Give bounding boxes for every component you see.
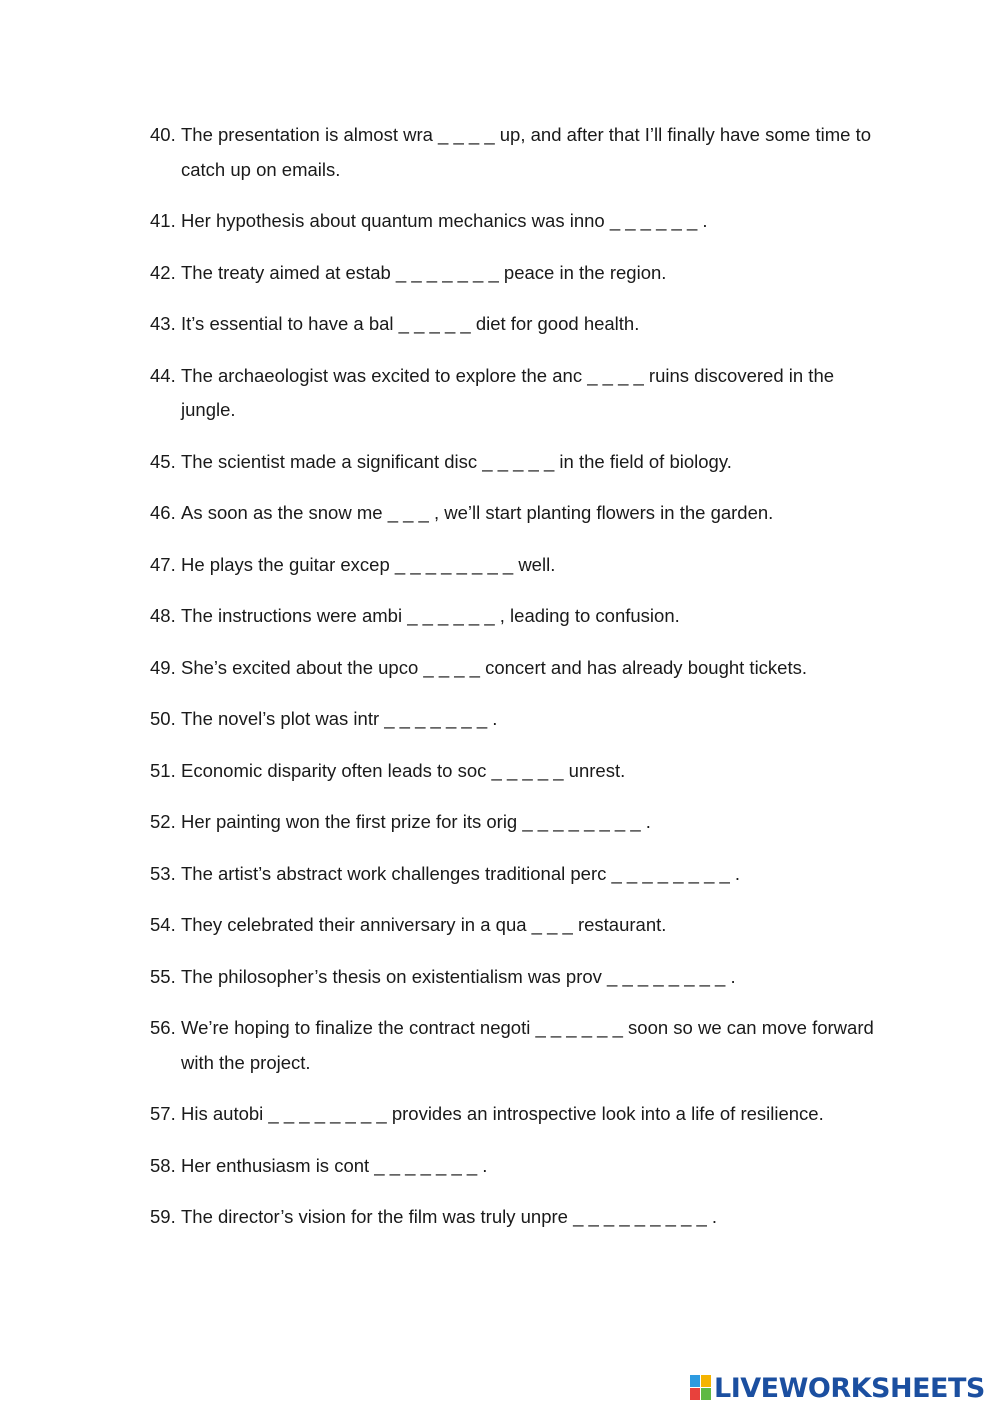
liveworksheets-logo-text: LIVEWORKSHEETS	[714, 1372, 985, 1404]
question-item	[150, 599, 890, 634]
question-text: The treaty aimed at estab _ _ _ _ _ _ _ peace in the region.	[181, 261, 667, 283]
question-text: The artist’s abstract work challenges traditional perc _ _ _ _ _ _ _ _ .	[181, 862, 741, 884]
question-number: 54.	[150, 914, 176, 935]
question-item	[150, 445, 890, 480]
question-text: The instructions were ambi _ _ _ _ _ _ , leading to confusion.	[181, 605, 680, 626]
question-number: 44.	[150, 364, 176, 386]
question-text: She’s excited about the upco _ _ _ _ concert and has already bought tickets.	[181, 656, 807, 678]
question-item	[150, 307, 890, 342]
question-number: 59.	[150, 1206, 176, 1227]
liveworksheets-logo[interactable]	[690, 1372, 985, 1404]
question-item	[150, 548, 890, 583]
question-text: The philosopher’s thesis on existentialism was prov _ _ _ _ _ _ _ _ .	[181, 965, 736, 987]
question-text: It’s essential to have a bal _ _ _ _ _ diet for good health.	[181, 313, 640, 334]
question-number: 58.	[150, 1154, 176, 1176]
question-item	[150, 857, 890, 892]
logo-square-tr	[701, 1375, 711, 1387]
question-number: 57.	[150, 1103, 176, 1124]
question-number: 41.	[150, 210, 176, 231]
question-number: 48.	[150, 605, 176, 626]
question-item	[150, 1149, 890, 1184]
question-item	[150, 204, 890, 239]
question-text: The director’s vision for the film was truly unpre _ _ _ _ _ _ _ _ _ .	[181, 1206, 718, 1227]
question-number: 52.	[150, 811, 176, 832]
question-item	[150, 496, 890, 531]
question-item	[150, 118, 890, 187]
question-text: He plays the guitar excep _ _ _ _ _ _ _ _ well.	[181, 553, 556, 575]
question-item	[150, 1011, 890, 1080]
question-text: We’re hoping to finalize the contract negoti _ _ _ _ _ _ soon so we can move forward with the project.	[181, 1017, 879, 1073]
question-text: Her enthusiasm is cont _ _ _ _ _ _ _ .	[181, 1154, 488, 1176]
question-item	[150, 754, 890, 789]
question-number: 42.	[150, 261, 176, 283]
question-text: As soon as the snow me _ _ _ , we’ll start planting flowers in the garden.	[181, 502, 774, 523]
question-text: Her painting won the first prize for its orig _ _ _ _ _ _ _ _ .	[181, 811, 651, 832]
question-item	[150, 256, 890, 291]
question-number: 53.	[150, 862, 176, 884]
question-item	[150, 908, 890, 943]
liveworksheets-logo-icon	[690, 1375, 712, 1401]
question-text: The scientist made a significant disc _ _ _ _ _ in the field of biology.	[181, 450, 732, 472]
logo-square-tl	[690, 1375, 700, 1387]
logo-square-bl	[690, 1388, 700, 1400]
question-number: 43.	[150, 313, 176, 334]
question-item	[150, 805, 890, 840]
question-number: 51.	[150, 759, 176, 781]
question-text: The presentation is almost wra _ _ _ _ up, and after that I’ll finally have some time to catch up on emails.	[181, 124, 877, 180]
question-item	[150, 651, 890, 686]
question-item	[150, 359, 890, 428]
question-number: 40.	[150, 124, 176, 145]
question-item	[150, 1097, 890, 1132]
question-text: His autobi _ _ _ _ _ _ _ _ provides an introspective look into a life of resilience.	[181, 1103, 824, 1124]
question-number: 56.	[150, 1017, 176, 1038]
question-text: Economic disparity often leads to soc _ _ _ _ _ unrest.	[181, 759, 626, 781]
question-number: 46.	[150, 502, 176, 523]
question-item	[150, 960, 890, 995]
question-number: 49.	[150, 656, 176, 678]
question-item	[150, 1200, 890, 1235]
question-text: They celebrated their anniversary in a qua _ _ _ restaurant.	[181, 914, 667, 935]
question-list	[150, 118, 890, 1252]
logo-square-br	[701, 1388, 711, 1400]
question-text: The novel’s plot was intr _ _ _ _ _ _ _ .	[181, 708, 498, 729]
question-text: Her hypothesis about quantum mechanics was inno _ _ _ _ _ _ .	[181, 210, 708, 231]
question-number: 55.	[150, 965, 176, 987]
question-item	[150, 702, 890, 737]
question-number: 47.	[150, 553, 176, 575]
question-number: 45.	[150, 450, 176, 472]
question-number: 50.	[150, 708, 176, 729]
question-text: The archaeologist was excited to explore the anc _ _ _ _ ruins discovered in the jungle.	[181, 364, 840, 420]
